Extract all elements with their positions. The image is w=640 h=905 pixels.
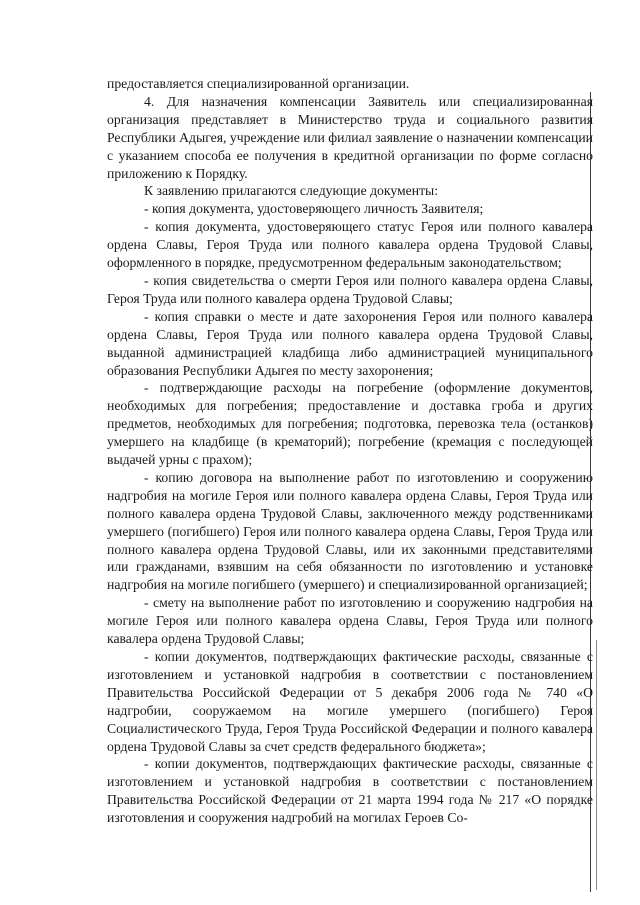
scan-edge-line-secondary [596, 640, 597, 890]
list-item-funeral-expenses: - подтверждающие расходы на погребение (оформление документов, необходимых для погребения; предоставление и доставка гроба и других предметов, необходимых для погребения; подготовка, перевозка тела (останков) умершего на кладбище (в крематорий); погребение (кремация с последующей выдачей урны с прахом); [107, 380, 593, 468]
list-item-expenses-decree-740: - копии документов, подтверждающих фактические расходы, связанные с изготовлением и установкой надгробия в соответствии с постановлением Правительства Российской Федерации от 5 декабря 2006 года № 740 «О надгробии, сооружаемом на могиле умершего (погибшего) Героя Социалистического Труда, Героя Труда Российской Федерации и полного кавалера ордена Трудовой Славы за счет средств федерального бюджета»; [107, 649, 593, 754]
list-item-expenses-decree-217: - копии документов, подтверждающих фактические расходы, связанные с изготовлением и установкой надгробия в соответствии с постановлением Правительства Российской Федерации от 21 марта 1994 года № 217 «О порядке изготовления и сооружения надгробий на могилах Героев Со- [107, 756, 593, 826]
document-body [107, 75, 593, 827]
list-item-tombstone-estimate: - смету на выполнение работ по изготовлению и сооружению надгробия на могиле Героя или полного кавалера ордена Славы, Героя Труда или полного кавалера ордена Трудовой Славы; [107, 595, 593, 647]
paragraph-continuation: предоставляется специализированной организации. [107, 76, 410, 91]
list-item-death-certificate: - копия свидетельства о смерти Героя или полного кавалера ордена Славы, Героя Труда или полного кавалера ордена Трудовой Славы; [107, 272, 593, 306]
list-item-status-copy: - копия документа, удостоверяющего статус Героя или полного кавалера ордена Славы, Героя Труда или полного кавалера ордена Трудовой Славы, оформленного в порядке, предусмотренном федеральным законодательством; [107, 219, 593, 271]
list-item-tombstone-contract: - копию договора на выполнение работ по изготовлению и сооружению надгробия на могиле Героя или полного кавалера ордена Славы, Героя Труда или полного кавалера ордена Трудовой Славы, заключенного между родственниками умершего (погибшего) Героя или полного кавалера ордена Славы, Героя Труда или полного кавалера ордена Трудовой Славы, или их законными представителями или гражданами, взявшим на себя обязанности по изготовлению и установке надгробия на могиле погибшего (умершего) и специализированной организацией; [107, 469, 593, 593]
paragraph-item-4: 4. Для назначения компенсации Заявитель или специализированная организация представляет в Министерство труда и социального развития Республики Адыгея, учреждение или филиал заявление о назначении компенсации с указанием способа ее получения в кредитной организации по форме согласно приложению к Порядку. [107, 93, 593, 181]
list-item-identity-copy: - копия документа, удостоверяющего личность Заявителя; [144, 201, 484, 217]
list-item-burial-certificate: - копия справки о месте и дате захоронения Героя или полного кавалера ордена Славы, Героя Труда или полного кавалера ордена Трудовой Славы, выданной администрацией кладбища либо администрацией муниципального образования Республики Адыгея по месту захоронения; [107, 308, 593, 378]
paragraph-documents-intro: К заявлению прилагаются следующие документы: [144, 183, 439, 199]
